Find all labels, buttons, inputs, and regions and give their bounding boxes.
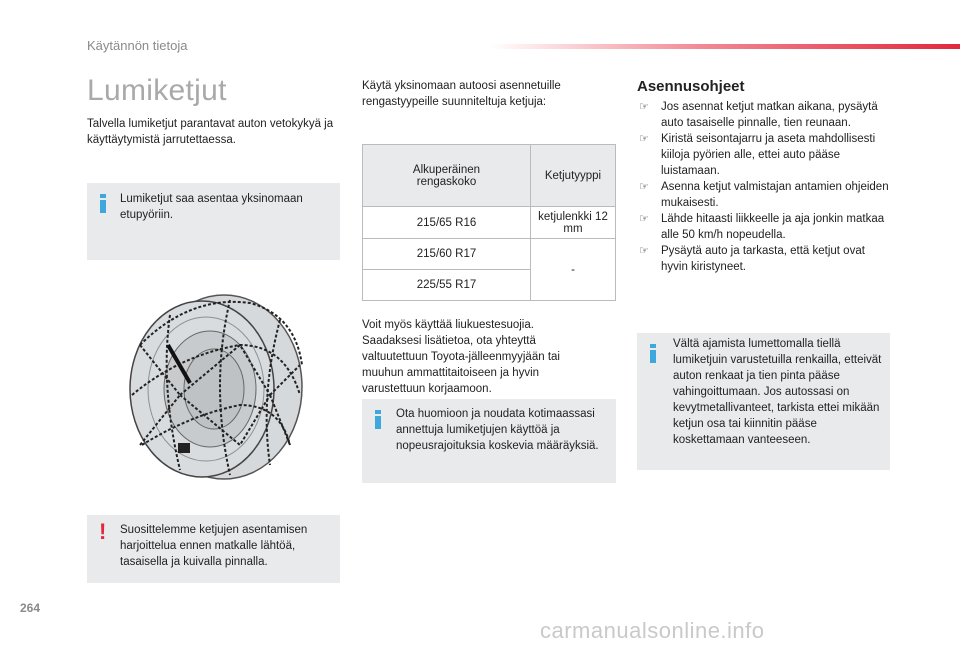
pointing-hand-icon: ☞: [639, 213, 649, 225]
info-box-aluminium-wheels: [637, 333, 890, 470]
warning-box-practice: [87, 515, 340, 583]
pointing-hand-icon: ☞: [639, 181, 649, 193]
table-header-chain-type: Ketjutyyppi: [531, 145, 616, 207]
table-cell-chain-type: ketjulenkki 12 mm: [531, 207, 616, 239]
table-cell-tire-size: 225/55 R17: [363, 270, 531, 301]
list-item: [637, 179, 892, 211]
list-item: [637, 243, 892, 275]
info-box-local-rules: [362, 399, 616, 483]
list-item: [637, 99, 892, 131]
alternatives-text: Voit myös käyttää liukuestesuojia. Saadaksesi lisätietoa, ota yhteyttä valtuutettuun Toyota-jälleenmyyjään tai muuhun ammattitaitoiseen ja hyvin varustettuun korjaamoon.: [362, 319, 560, 395]
table-cell-tire-size: 215/60 R17: [363, 239, 531, 270]
step-text: Asenna ketjut valmistajan antamien ohjeiden mukaisesti.: [661, 181, 889, 209]
table-cell-tire-size: 215/65 R16: [363, 207, 531, 239]
step-text: Jos asennat ketjut matkan aikana, pysäytä auto tasaiselle pinnalle, tien reunaan.: [661, 101, 878, 129]
info-local-rules-text: Ota huomioon ja noudata kotimaassasi annettuja lumiketjujen käyttöä ja nopeusrajoituksia koskevia määräyksiä.: [396, 408, 599, 452]
page-number: 264: [20, 601, 41, 615]
info-box-front-wheels: [87, 183, 340, 260]
chain-usage-intro: Käytä yksinomaan autoosi asennetuille rengastyypeille suunniteltuja ketjuja:: [362, 80, 561, 108]
intro-text: Talvella lumiketjut parantavat auton vetokykyä ja käyttäytymistä jarrutettaessa.: [87, 118, 334, 146]
snow-chain-tire-illustration: [120, 285, 320, 485]
installation-title: Asennusohjeet: [637, 78, 745, 95]
pointing-hand-icon: ☞: [639, 101, 649, 113]
section-title: Käytännön tietoja: [87, 38, 188, 53]
info-aluminium-text: Vältä ajamista lumettomalla tiellä lumiketjuin varustetuilla renkailla, etteivät auton renkaat ja tien pinta pääse vahingoittumaan. Jos autossasi on kevytmetallivanteet, tarkista ettei mikään ketjun osa tai kiinnitin pääse koskettamaan vanteeseen.: [673, 338, 882, 446]
exclamation-icon: !: [99, 519, 107, 544]
list-item: [637, 131, 892, 179]
warning-practice-text: Suosittelemme ketjujen asentamisen harjoittelua ennen matkalle lähtöä, tasaisella ja kuivalla pinnalla.: [120, 524, 308, 568]
step-text: Pysäytä auto ja tarkasta, että ketjut ovat hyvin kiristyneet.: [661, 245, 865, 273]
info-front-wheels-text: Lumiketjut saa asentaa yksinomaan etupyöriin.: [120, 193, 303, 221]
installation-steps: [637, 99, 892, 275]
header-accent-bar: [490, 44, 960, 49]
chain-size-table: [362, 144, 616, 301]
table-header-tire-size: Alkuperäinen rengaskoko: [363, 145, 531, 207]
watermark: carmanualsonline.info: [540, 618, 765, 643]
list-item: [637, 211, 892, 243]
step-text: Kiristä seisontajarru ja aseta mahdollisesti kiiloja pyörien alle, ettei auto pääse luistamaan.: [661, 133, 876, 177]
table-cell-chain-type: -: [531, 239, 616, 301]
step-text: Lähde hitaasti liikkeelle ja aja jonkin matkaa alle 50 km/h nopeudella.: [661, 213, 885, 241]
pointing-hand-icon: ☞: [639, 133, 649, 145]
page-title: Lumiketjut: [87, 74, 227, 107]
pointing-hand-icon: ☞: [639, 245, 649, 257]
